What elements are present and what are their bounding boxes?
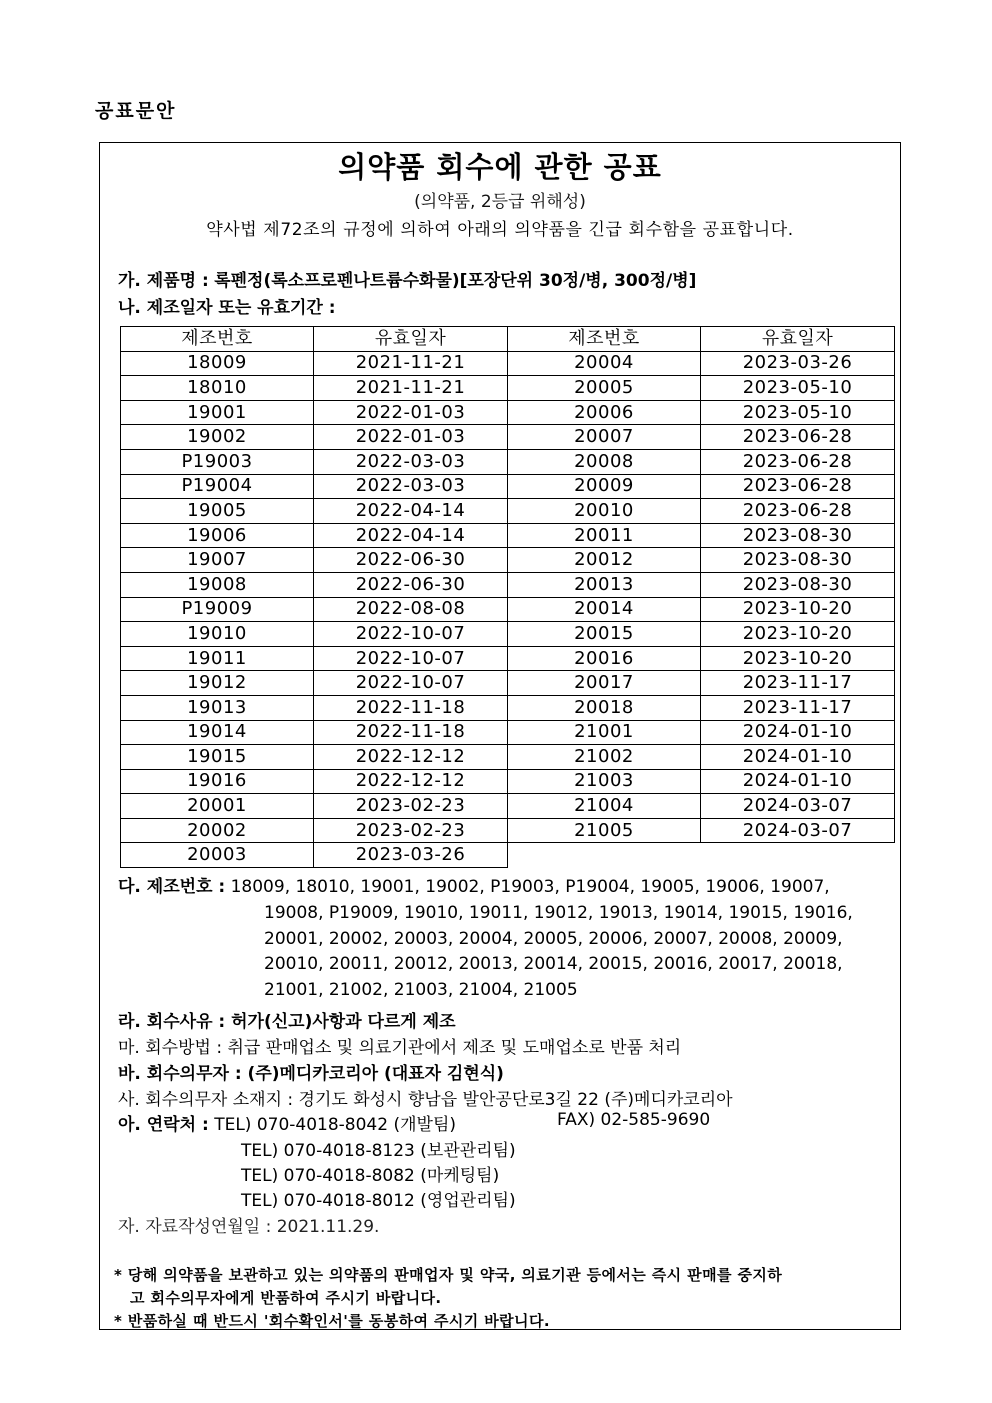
lot-number-cell: 19005 — [121, 499, 314, 524]
notice-subtitle: (의약품, 2등급 위해성) — [414, 192, 586, 212]
table-row — [121, 646, 895, 671]
expiry-date-cell: 2022-10-07 — [314, 671, 508, 696]
lot-number-cell: 20002 — [121, 818, 314, 843]
expiry-date-cell: 2024-03-07 — [701, 794, 895, 819]
expiry-date-cell: 2023-03-26 — [701, 351, 895, 376]
lot-table-body — [121, 351, 895, 867]
footnote-2: * 반품하실 때 반드시 '회수확인서'를 동봉하여 주시기 바랍니다. — [114, 1312, 550, 1330]
table-row — [121, 720, 895, 745]
expiry-date-cell: 2022-01-03 — [314, 400, 508, 425]
product-line — [118, 266, 696, 291]
expiry-date-cell: 2023-02-23 — [314, 818, 508, 843]
expiry-date-cell: 2023-06-28 — [701, 425, 895, 450]
lot-number-cell: 18010 — [121, 376, 314, 401]
lot-number-cell: P19009 — [121, 597, 314, 622]
table-row — [121, 449, 895, 474]
table-row — [121, 376, 895, 401]
lot-number-cell: 20004 — [508, 351, 701, 376]
expiry-date-cell: 2023-08-30 — [701, 523, 895, 548]
expiry-date-cell: 2023-10-20 — [701, 622, 895, 647]
lot-number-cell: P19004 — [121, 474, 314, 499]
lot-numbers-line: 19008, P19009, 19010, 19011, 19012, 19013, 19014, 19015, 19016, — [264, 902, 853, 923]
lot-numbers — [118, 875, 853, 1004]
contact-line — [118, 1110, 456, 1135]
contact-tel: TEL) 070-4018-8123 (보관관리팀) — [241, 1141, 516, 1161]
empty-cell — [508, 843, 701, 868]
table-row — [121, 499, 895, 524]
expiry-date-cell: 2021-11-21 — [314, 376, 508, 401]
lot-number-cell: 20006 — [508, 400, 701, 425]
lot-number-cell: 21001 — [508, 720, 701, 745]
expiry-date-cell: 2023-05-10 — [701, 376, 895, 401]
lot-number-cell: 20007 — [508, 425, 701, 450]
table-row — [121, 794, 895, 819]
expiry-date-cell: 2022-06-30 — [314, 548, 508, 573]
lot-number-cell: 19015 — [121, 745, 314, 770]
lot-numbers-line: 20001, 20002, 20003, 20004, 20005, 20006, 20007, 20008, 20009, — [264, 928, 843, 949]
lot-number-cell: 19002 — [121, 425, 314, 450]
lot-number-cell: 19010 — [121, 622, 314, 647]
footnote-1-line-1: * 당해 의약품을 보관하고 있는 의약품의 판매업자 및 약국, 의료기관 등에서는 즉시 판매를 중지하 — [114, 1266, 783, 1284]
lot-numbers-line: 20010, 20011, 20012, 20013, 20014, 20015, 20016, 20017, 20018, — [264, 954, 843, 975]
expiry-date-cell: 2021-11-21 — [314, 351, 508, 376]
lot-number-cell: 20013 — [508, 572, 701, 597]
contact-tel: TEL) 070-4018-8012 (영업관리팀) — [241, 1191, 516, 1211]
lot-table-header-row — [121, 327, 895, 352]
expiry-date-cell: 2023-10-20 — [701, 597, 895, 622]
expiry-date-cell: 2022-08-08 — [314, 597, 508, 622]
expiry-date-cell: 2023-06-28 — [701, 474, 895, 499]
product-value: 록펜정(록소프로펜나트륨수화물)[포장단위 30정/병, 300정/병] — [214, 271, 697, 291]
expiry-date-cell: 2023-06-28 — [701, 449, 895, 474]
expiry-date-cell: 2024-03-07 — [701, 818, 895, 843]
lot-number-cell: 19011 — [121, 646, 314, 671]
contact-tel: TEL) 070-4018-8082 (마케팅팀) — [241, 1166, 500, 1186]
lot-table-header: 유효일자 — [314, 327, 508, 352]
lot-numbers-line: 21001, 21002, 21003, 21004, 21005 — [264, 980, 578, 1001]
expiry-date-cell: 2024-01-10 — [701, 745, 895, 770]
lot-number-cell: 21004 — [508, 794, 701, 819]
notice-frame — [99, 142, 901, 1330]
table-row — [121, 351, 895, 376]
expiry-date-cell: 2023-06-28 — [701, 499, 895, 524]
lot-number-cell: 19006 — [121, 523, 314, 548]
lot-table-header: 제조번호 — [121, 327, 314, 352]
lot-number-cell: 20010 — [508, 499, 701, 524]
lot-number-cell: 19016 — [121, 769, 314, 794]
recall-obligor: 바. 회수의무자 : (주)메디카코리아 (대표자 김현식) — [118, 1064, 504, 1084]
expiry-date-cell: 2023-03-26 — [314, 843, 508, 868]
contact-fax: FAX) 02-585-9690 — [557, 1110, 711, 1130]
expiry-date-cell: 2022-11-18 — [314, 695, 508, 720]
lot-number-cell: 19008 — [121, 572, 314, 597]
table-row — [121, 572, 895, 597]
expiry-date-cell: 2022-03-03 — [314, 474, 508, 499]
table-row — [121, 671, 895, 696]
table-row — [121, 597, 895, 622]
recall-reason: 라. 회수사유 : 허가(신고)사항과 다르게 제조 — [118, 1012, 456, 1032]
lot-number-cell: 19012 — [121, 671, 314, 696]
footnote-1-line-2: 고 회수의무자에게 반품하여 주시기 바랍니다. — [130, 1289, 442, 1307]
expiry-date-cell: 2024-01-10 — [701, 720, 895, 745]
lot-number-cell: 19013 — [121, 695, 314, 720]
expiry-date-cell: 2022-06-30 — [314, 572, 508, 597]
date-written: 자. 자료작성연월일 : 2021.11.29. — [118, 1217, 380, 1237]
table-row — [121, 745, 895, 770]
notice-intro: 약사법 제72조의 규정에 의하여 아래의 의약품을 긴급 회수함을 공표합니다. — [206, 220, 794, 240]
document-label: 공표문안 — [95, 100, 177, 122]
table-row — [121, 622, 895, 647]
lot-number-cell: 19014 — [121, 720, 314, 745]
table-row — [121, 400, 895, 425]
lot-number-cell: 20012 — [508, 548, 701, 573]
lot-number-cell: 21005 — [508, 818, 701, 843]
lot-number-cell: 20011 — [508, 523, 701, 548]
obligor-address: 사. 회수의무자 소재지 : 경기도 화성시 향남읍 발안공단로3길 22 (주)메디카코리아 — [118, 1090, 733, 1110]
lot-section-label: 나. 제조일자 또는 유효기간 : — [118, 298, 336, 318]
table-row — [121, 818, 895, 843]
expiry-date-cell: 2022-04-14 — [314, 499, 508, 524]
expiry-date-cell: 2024-01-10 — [701, 769, 895, 794]
table-row — [121, 769, 895, 794]
lot-number-cell: 20018 — [508, 695, 701, 720]
expiry-date-cell: 2022-11-18 — [314, 720, 508, 745]
lot-number-cell: 20001 — [121, 794, 314, 819]
expiry-date-cell: 2023-11-17 — [701, 695, 895, 720]
table-row — [121, 474, 895, 499]
lot-number-cell: 21002 — [508, 745, 701, 770]
contact-tel: TEL) 070-4018-8042 (개발팀) — [214, 1115, 456, 1135]
expiry-date-cell: 2022-12-12 — [314, 769, 508, 794]
expiry-date-cell: 2023-10-20 — [701, 646, 895, 671]
lot-number-cell: 20015 — [508, 622, 701, 647]
lot-number-cell: 20003 — [121, 843, 314, 868]
table-row — [121, 425, 895, 450]
lot-number-cell: 19007 — [121, 548, 314, 573]
notice-title: 의약품 회수에 관한 공표 — [338, 150, 662, 184]
lot-number-cell: 19001 — [121, 400, 314, 425]
lot-numbers-line: 18009, 18010, 19001, 19002, P19003, P19004, 19005, 19006, 19007, — [230, 877, 830, 897]
product-label: 가. 제품명 : — [118, 271, 209, 291]
expiry-date-cell: 2023-11-17 — [701, 671, 895, 696]
expiry-date-cell: 2022-10-07 — [314, 622, 508, 647]
expiry-date-cell: 2022-01-03 — [314, 425, 508, 450]
empty-cell — [701, 843, 895, 868]
table-row — [121, 523, 895, 548]
expiry-date-cell: 2023-02-23 — [314, 794, 508, 819]
table-row — [121, 843, 895, 868]
expiry-date-cell: 2022-10-07 — [314, 646, 508, 671]
lot-number-cell: 20016 — [508, 646, 701, 671]
lot-table — [120, 326, 895, 868]
lot-number-cell: 20005 — [508, 376, 701, 401]
expiry-date-cell: 2023-08-30 — [701, 572, 895, 597]
lot-numbers-label: 다. 제조번호 : — [118, 877, 226, 897]
contact-label: 아. 연락처 : — [118, 1115, 209, 1135]
table-row — [121, 695, 895, 720]
lot-number-cell: 21003 — [508, 769, 701, 794]
lot-number-cell: 20008 — [508, 449, 701, 474]
table-row — [121, 548, 895, 573]
expiry-date-cell: 2022-12-12 — [314, 745, 508, 770]
expiry-date-cell: 2022-04-14 — [314, 523, 508, 548]
lot-table-header: 제조번호 — [508, 327, 701, 352]
expiry-date-cell: 2023-05-10 — [701, 400, 895, 425]
lot-number-cell: 18009 — [121, 351, 314, 376]
expiry-date-cell: 2023-08-30 — [701, 548, 895, 573]
recall-method: 마. 회수방법 : 취급 판매업소 및 의료기관에서 제조 및 도매업소로 반품 처리 — [118, 1038, 682, 1058]
expiry-date-cell: 2022-03-03 — [314, 449, 508, 474]
lot-number-cell: 20017 — [508, 671, 701, 696]
lot-number-cell: P19003 — [121, 449, 314, 474]
lot-number-cell: 20009 — [508, 474, 701, 499]
lot-number-cell: 20014 — [508, 597, 701, 622]
lot-table-header: 유효일자 — [701, 327, 895, 352]
